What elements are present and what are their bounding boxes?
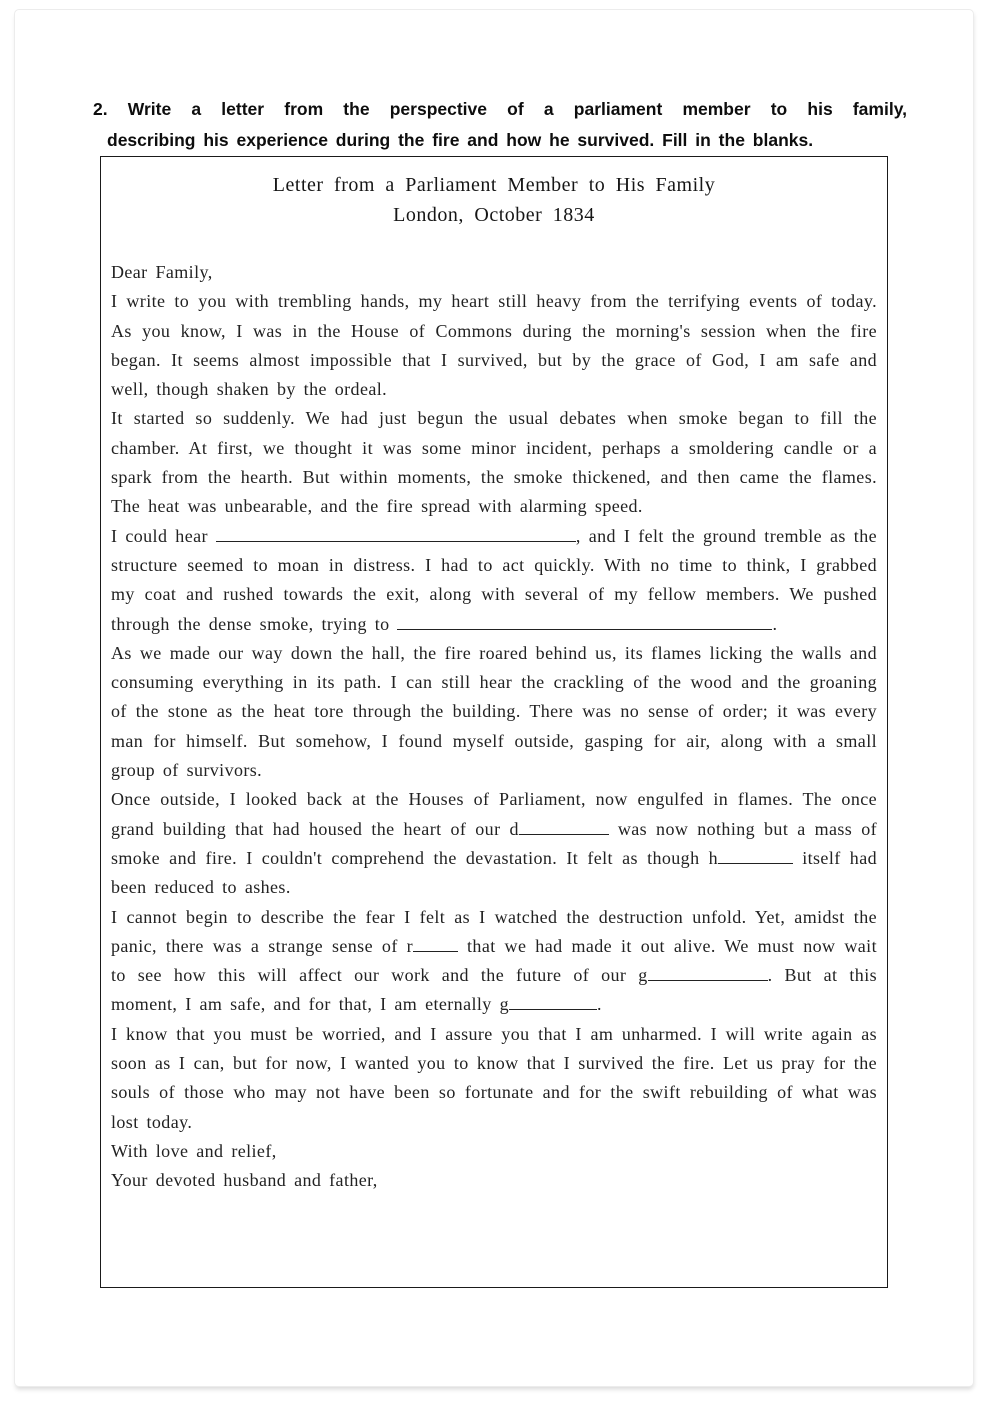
letter-subtitle: London, October 1834	[393, 204, 595, 226]
exercise-heading	[93, 94, 907, 156]
exercise-number: 2.	[93, 99, 108, 119]
fill-in-blank[interactable]	[509, 993, 597, 1010]
fill-in-blank[interactable]	[397, 613, 772, 630]
document-page	[14, 9, 974, 1387]
letter-title: Letter from a Parliament Member to His Family	[272, 174, 716, 196]
letter-paragraph: With love and relief,	[111, 1140, 277, 1161]
exercise-heading-line-1	[93, 94, 907, 125]
letter-paragraph: Once outside, I looked back at the Houses of Parliament, now engulfed in flames. The once grand building that had housed the heart of our d was now nothing but a mass of smoke and fire. I couldn't comprehend the devastation. It felt as though h itself had been reduced to ashes.	[111, 789, 877, 898]
fill-in-blank[interactable]	[648, 964, 768, 981]
exercise-heading-text-1: Write a letter from the perspective of a parliament member to his family,	[127, 99, 907, 119]
fill-in-blank[interactable]	[718, 847, 793, 864]
letter-paragraph: Dear Family,	[111, 262, 213, 282]
letter-paragraph: I could hear , and I felt the ground tremble as the structure seemed to moan in distress. I had to act quickly. With no time to think, I grabbed my coat and rushed towards the exit, along with several of my fellow members. We pushed through the dense smoke, trying to .	[111, 525, 877, 634]
fill-in-blank[interactable]	[216, 525, 576, 542]
letter-box	[100, 156, 888, 1288]
letter-paragraph: It started so suddenly. We had just begun the usual debates when smoke began to fill the chamber. At first, we thought it was some minor incident, perhaps a smoldering candle or a spark from the hearth. But within moments, the smoke thickened, and then came the flames. The heat was unbearable, and the fire spread with alarming speed.	[111, 408, 877, 517]
letter-paragraph: I cannot begin to describe the fear I felt as I watched the destruction unfold. Yet, amidst the panic, there was a strange sense of r that we had made it out alive. We must now wait to see how this will affect our work and the future of our g . But at this moment, I am safe, and for that, I am eternally g .	[111, 906, 877, 1015]
fill-in-blank[interactable]	[519, 818, 609, 835]
letter-paragraph: Your devoted husband and father,	[111, 1170, 378, 1191]
exercise-heading-line-2: describing his experience during the fire and how he survived. Fill in the blanks.	[107, 130, 814, 150]
letter-paragraph: I write to you with trembling hands, my heart still heavy from the terrifying events of today. As you know, I was in the House of Commons during the morning's session when the fire began. It seems almost impossible that I survived, but by the grace of God, I am safe and well, though shaken by the ordeal.	[111, 291, 877, 400]
letter-paragraph: As we made our way down the hall, the fire roared behind us, its flames licking the walls and consuming everything in its path. I can still hear the crackling of the wood and the groaning of the stone as the heat tore through the building. There was no sense of order; it was every man for himself. But somehow, I found myself outside, gasping for air, along with a small group of survivors.	[111, 642, 877, 781]
letter-body	[111, 258, 877, 1196]
letter-paragraph: I know that you must be worried, and I assure you that I am unharmed. I will write again as soon as I can, but for now, I wanted you to know that I survived the fire. Let us pray for the souls of those who may not have been so fortunate and for the swift rebuilding of what was lost today.	[111, 1023, 877, 1132]
fill-in-blank[interactable]	[413, 935, 458, 952]
